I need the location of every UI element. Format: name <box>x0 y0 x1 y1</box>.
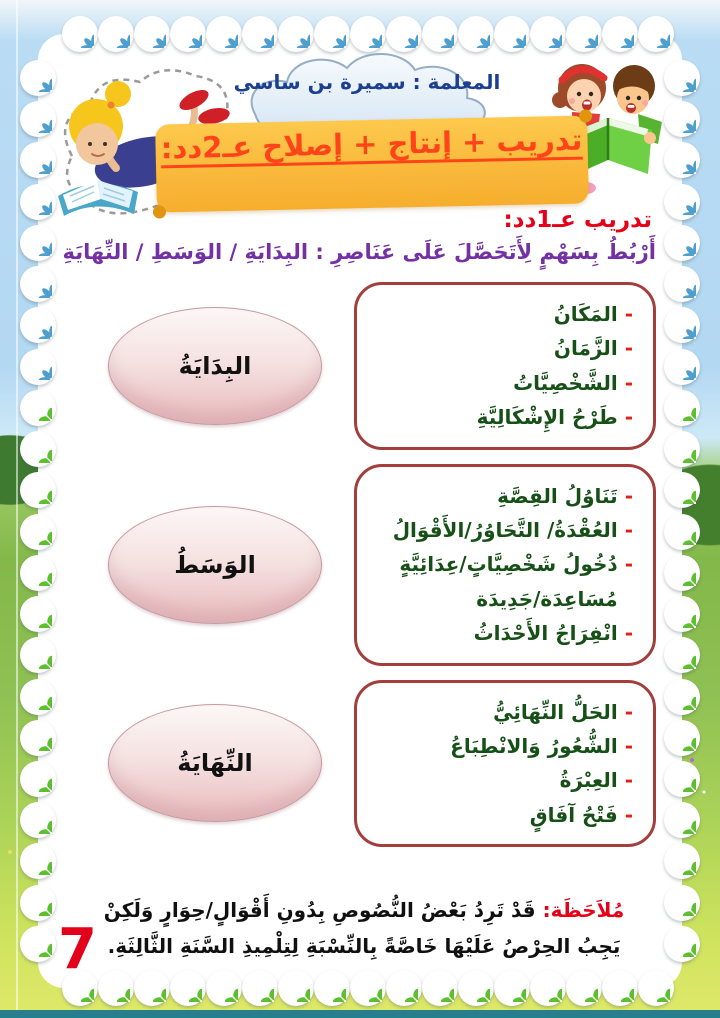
list-dash: - <box>624 370 633 395</box>
border-bottom <box>62 970 658 1006</box>
border-flower-icon <box>20 843 56 879</box>
photo-bottom-edge <box>0 1010 720 1018</box>
list-dash: - <box>624 802 633 827</box>
list-item: - العُقْدَةُ/ التَّحَاوُرُ/الأَقْوَالُ <box>367 513 633 547</box>
border-flower-icon <box>664 307 700 343</box>
border-flower-icon <box>386 970 422 1006</box>
elements-box-ending <box>354 680 656 848</box>
border-flower-icon <box>20 431 56 467</box>
list-dash: - <box>624 405 633 430</box>
border-flower-icon <box>20 307 56 343</box>
main-title: تدريب + إنتاج + إصلاح عـ2دد: <box>160 122 583 166</box>
border-flower-icon <box>664 761 700 797</box>
border-flower-icon <box>566 16 602 52</box>
border-flower-icon <box>20 637 56 673</box>
border-flower-icon <box>20 596 56 632</box>
list-item: - تَنَاوُلُ القِصَّةِ <box>367 479 633 513</box>
list-item: - الحَلُّ النِّهَائِيُّ <box>367 695 633 729</box>
ellipse-ending: النِّهَايَةُ <box>108 704 322 822</box>
border-flower-icon <box>314 970 350 1006</box>
photo-frame-line <box>16 0 18 1018</box>
border-flower-icon <box>98 16 134 52</box>
border-flower-icon <box>134 16 170 52</box>
border-flower-icon <box>664 596 700 632</box>
border-flower-icon <box>170 16 206 52</box>
list-dash: - <box>624 768 633 793</box>
border-flower-icon <box>20 802 56 838</box>
border-flower-icon <box>350 970 386 1006</box>
border-flower-icon <box>20 555 56 591</box>
elements-box-middle <box>354 464 656 666</box>
border-flower-icon <box>62 16 98 52</box>
border-flower-icon <box>602 16 638 52</box>
border-flower-icon <box>664 431 700 467</box>
border-flower-icon <box>664 679 700 715</box>
list-dash: - <box>624 552 633 577</box>
list-dash: - <box>624 699 633 724</box>
matching-diagram <box>68 282 656 861</box>
border-flower-icon <box>170 970 206 1006</box>
border-flower-icon <box>206 970 242 1006</box>
border-flower-icon <box>20 926 56 962</box>
note-text: قَدْ تَرِدُ بَعْضُ النُّصُوصِ بِدُونِ أَقْوَالٍ/حِوَارٍ وَلَكِنْ يَجِبُ الحِرْصُ عَلَيْهَا خَاصَّةً بِالنِّسْبَةِ لِتِلْمِيذِ السَّنَةِ الثَّالِثَةِ. <box>103 898 621 958</box>
elements-box-beginning <box>354 282 656 450</box>
list-item: - دُخُولُ شَخْصِيَّاتٍ/عِدَائِيَّةٍ مُسَاعِدَة/جَدِيدَة <box>367 547 633 616</box>
border-flower-icon <box>664 390 700 426</box>
list-item: - طَرْحُ الإِشْكَالِيَّةِ <box>367 400 633 434</box>
border-flower-icon <box>20 885 56 921</box>
diagram-row-middle <box>68 464 656 666</box>
list-item: - المَكَانُ <box>367 297 633 331</box>
border-flower-icon <box>664 266 700 302</box>
border-flower-icon <box>638 16 674 52</box>
border-flower-icon <box>664 555 700 591</box>
diagram-row-ending <box>68 680 656 848</box>
list-dash: - <box>624 336 633 361</box>
worksheet-page <box>38 34 682 988</box>
border-flower-icon <box>422 970 458 1006</box>
list-item: - انْفِرَاجُ الأَحْدَاثُ <box>367 616 633 650</box>
border-flower-icon <box>664 349 700 385</box>
border-flower-icon <box>20 720 56 756</box>
list-dash: - <box>624 483 633 508</box>
list-item: - الزَّمَانُ <box>367 331 633 365</box>
border-flower-icon <box>530 970 566 1006</box>
list-item: - الشَّخْصِيَّاتُ <box>367 366 633 400</box>
border-flower-icon <box>278 970 314 1006</box>
border-flower-icon <box>20 761 56 797</box>
border-flower-icon <box>664 472 700 508</box>
border-flower-icon <box>664 225 700 261</box>
list-item: - فَتْحُ آفَاقٍ <box>367 798 633 832</box>
border-flower-icon <box>664 926 700 962</box>
list-item: - الشُّعُورُ وَالانْطِبَاعُ <box>367 729 633 763</box>
border-flower-icon <box>530 16 566 52</box>
diagram-row-beginning <box>68 282 656 450</box>
border-flower-icon <box>20 514 56 550</box>
border-flower-icon <box>20 472 56 508</box>
border-flower-icon <box>602 970 638 1006</box>
list-item: - العِبْرَةُ <box>367 763 633 797</box>
border-flower-icon <box>98 970 134 1006</box>
list-dash: - <box>624 621 633 646</box>
border-flower-icon <box>20 266 56 302</box>
border-flower-icon <box>494 970 530 1006</box>
list-dash: - <box>624 517 633 542</box>
border-flower-icon <box>664 885 700 921</box>
border-flower-icon <box>664 720 700 756</box>
border-flower-icon <box>664 802 700 838</box>
border-flower-icon <box>242 970 278 1006</box>
ellipse-beginning: البِدَايَةُ <box>108 307 322 425</box>
border-flower-icon <box>458 970 494 1006</box>
list-dash: - <box>624 302 633 326</box>
note-label: مُلاَحَظَة: <box>542 898 625 922</box>
list-dash: - <box>624 733 633 758</box>
note-block <box>86 892 642 964</box>
border-flower-icon <box>20 349 56 385</box>
page-number: 7 <box>58 917 97 982</box>
border-flower-icon <box>664 843 700 879</box>
border-flower-icon <box>638 970 674 1006</box>
border-flower-icon <box>20 390 56 426</box>
title-banner <box>155 115 589 212</box>
teacher-name: المعلمة : سميرة بن ساسي <box>233 70 501 94</box>
border-flower-icon <box>20 679 56 715</box>
instruction-text: أَرْبُطُ بِسَهْمٍ لِأَتَحَصَّلَ عَلَى عَنَاصِرِ : البِدَايَةِ / الوَسَطِ / النِّهَايَةِ <box>62 240 656 264</box>
ellipse-middle: الوَسَطُ <box>108 506 322 624</box>
border-flower-icon <box>566 970 602 1006</box>
exercise-heading: تدريب عـ1دد: <box>503 207 652 233</box>
border-flower-icon <box>664 637 700 673</box>
border-flower-icon <box>134 970 170 1006</box>
border-flower-icon <box>664 514 700 550</box>
